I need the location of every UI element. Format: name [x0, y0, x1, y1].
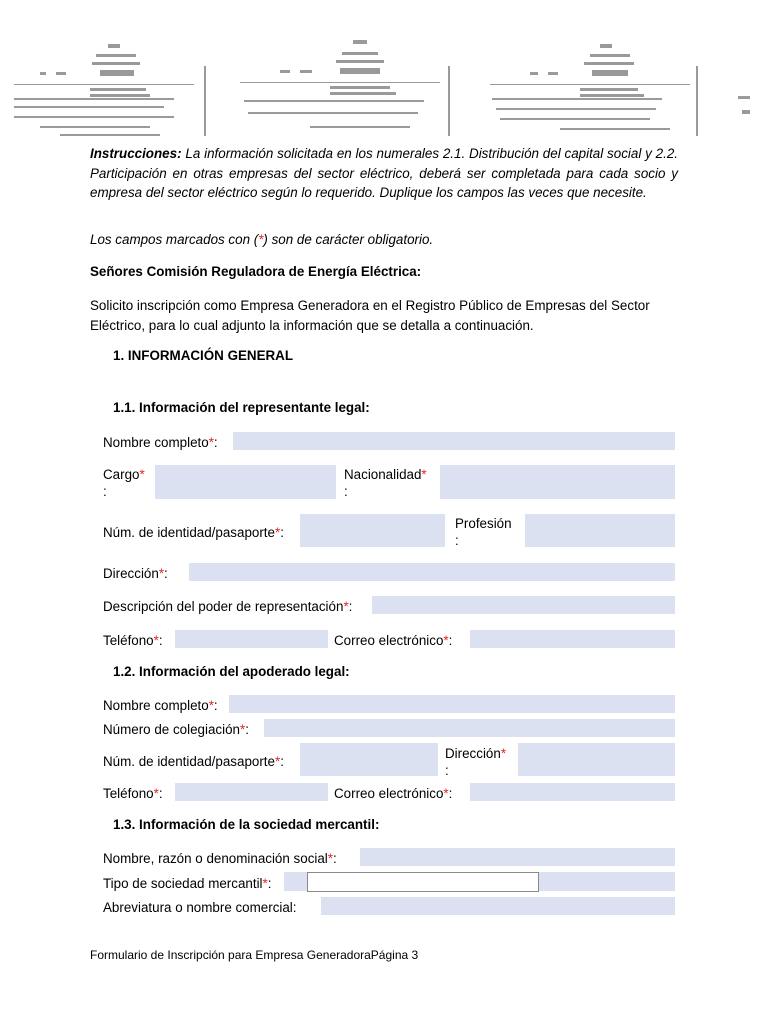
input-nacionalidad[interactable] — [440, 465, 675, 499]
label-identidad-apoderado: Núm. de identidad/pasaporte*: — [103, 754, 284, 769]
input-colegiacion[interactable] — [264, 719, 675, 737]
required-note-text: Los campos marcados con ( — [90, 232, 259, 247]
label-tipo-sociedad: Tipo de sociedad mercantil*: — [103, 876, 272, 891]
label-correo-apoderado: Correo electrónico*: — [334, 786, 453, 801]
input-direccion-apoderado[interactable] — [518, 743, 675, 776]
input-direccion-rep[interactable] — [189, 563, 675, 581]
input-identidad-apoderado[interactable] — [300, 743, 438, 776]
input-abreviatura[interactable] — [321, 897, 675, 915]
label-nacionalidad: Nacionalidad* : — [344, 467, 427, 499]
label-nombre-apoderado: Nombre completo*: — [103, 698, 218, 713]
letterhead-header — [0, 30, 770, 142]
input-nombre-apoderado[interactable] — [229, 695, 675, 713]
label-telefono-apoderado: Teléfono*: — [103, 786, 163, 801]
label-colegiacion: Número de colegiación*: — [103, 722, 249, 737]
section-title-apoderado: 1.2. Información del apoderado legal: — [113, 664, 350, 679]
label-identidad-rep: Núm. de identidad/pasaporte*: — [103, 525, 284, 540]
input-telefono-apoderado[interactable] — [175, 783, 328, 801]
request-paragraph: Solicito inscripción como Empresa Generadora en el Registro Público de Empresas del Sector Eléctrico, para lo cual adjunto la información que se detalla a continuación. — [90, 298, 650, 333]
label-abreviatura: Abreviatura o nombre comercial: — [103, 900, 297, 915]
input-nombre-rep[interactable] — [233, 432, 675, 450]
section-title-representante: 1.1. Información del representante legal: — [113, 400, 370, 415]
input-correo-rep[interactable] — [470, 630, 675, 648]
label-correo-rep: Correo electrónico*: — [334, 633, 453, 648]
section-title-sociedad: 1.3. Información de la sociedad mercantil: — [113, 817, 380, 832]
input-razon-social[interactable] — [360, 848, 675, 866]
label-direccion-apoderado: Dirección* : — [445, 746, 507, 778]
input-correo-apoderado[interactable] — [470, 783, 675, 801]
label-cargo: Cargo* : — [103, 467, 145, 499]
instructions-lead: Instrucciones: — [90, 146, 182, 161]
greeting: Señores Comisión Reguladora de Energía Eléctrica: — [90, 264, 422, 279]
required-note-text-end: ) son de carácter obligatorio. — [263, 232, 434, 247]
required-note — [90, 232, 433, 247]
input-telefono-rep[interactable] — [175, 630, 328, 648]
label-nombre-rep: Nombre completo*: — [103, 435, 218, 450]
letterhead-seals-graphic — [0, 30, 770, 142]
input-cargo[interactable] — [155, 465, 336, 499]
input-identidad-rep[interactable] — [300, 514, 445, 547]
instructions-paragraph — [90, 144, 678, 203]
select-tipo-sociedad[interactable] — [307, 872, 539, 892]
input-poder[interactable] — [372, 596, 675, 614]
input-profesion[interactable] — [525, 514, 675, 547]
section-title-general: 1. INFORMACIÓN GENERAL — [113, 348, 294, 363]
instructions-body: La información solicitada en los numerales 2.1. Distribución del capital social y 2.2. Participación en otras empresas del sector eléctrico, deberá ser completada para cada socio y empresa del sector eléctrico según lo requerido. Duplique los campos las veces que necesite. — [90, 146, 678, 201]
page-footer: Formulario de Inscripción para Empresa GeneradoraPágina 3 — [90, 948, 419, 962]
label-poder: Descripción del poder de representación*: — [103, 599, 353, 614]
label-telefono-rep: Teléfono*: — [103, 633, 163, 648]
label-direccion-rep: Dirección*: — [103, 566, 168, 581]
label-razon-social: Nombre, razón o denominación social*: — [103, 851, 337, 866]
required-star: * — [258, 232, 264, 247]
label-profesion: Profesión : — [455, 516, 512, 548]
